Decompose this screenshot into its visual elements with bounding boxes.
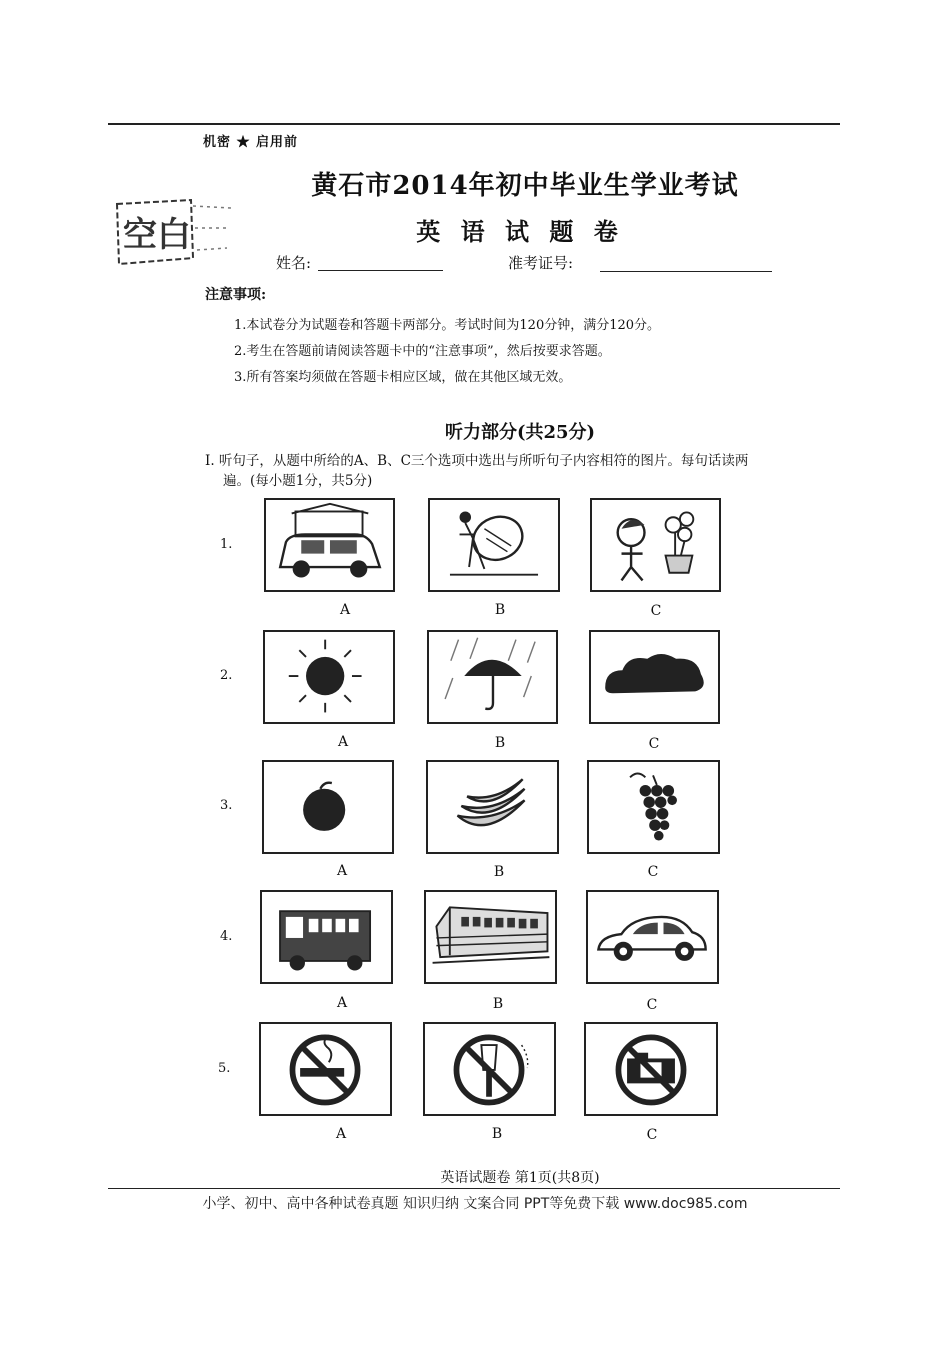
- option-letter: B: [493, 864, 505, 880]
- bus-icon[interactable]: [260, 890, 393, 984]
- option-letter: A: [336, 995, 348, 1011]
- question-number: 5.: [218, 1061, 231, 1076]
- exam-id-field[interactable]: [600, 271, 772, 272]
- exam-title: 黄石市2014年初中毕业生学业考试: [311, 171, 739, 201]
- instruction-line-1: I. 听句子，从题中所给的A、B、C三个选项中选出与所听句子内容相符的图片。每句话读两: [205, 453, 749, 469]
- name-field[interactable]: [318, 270, 443, 271]
- option-letter: B: [492, 996, 504, 1012]
- option-letter: C: [646, 1127, 658, 1143]
- question-number: 2.: [220, 668, 233, 683]
- instruction-line-2: 遍。(每小题1分，共5分): [223, 473, 373, 489]
- option-letter: B: [491, 1126, 503, 1142]
- option-letter: C: [650, 603, 662, 619]
- svg-text:空白: 空白: [123, 215, 191, 255]
- option-letter: A: [336, 863, 348, 879]
- secret-label: 机密 ★ 启用前: [203, 135, 299, 150]
- note-item: 3.所有答案均须做在答题卡相应区域，做在其他区域无效。: [234, 370, 572, 385]
- car-icon[interactable]: [586, 890, 719, 984]
- exam-id-label: 准考证号:: [508, 254, 574, 272]
- top-rule: [108, 123, 840, 125]
- no-smoking-sign-icon[interactable]: [259, 1022, 392, 1116]
- grapes-icon[interactable]: [587, 760, 720, 854]
- listening-section-title: 听力部分(共25分): [444, 422, 596, 443]
- option-letter: B: [494, 602, 506, 618]
- notes-heading: 注意事项:: [205, 287, 267, 303]
- person-reading-book-icon[interactable]: [428, 498, 560, 592]
- no-camera-sign-icon[interactable]: [584, 1022, 718, 1116]
- umbrella-rain-icon[interactable]: [427, 630, 558, 724]
- question-number: 1.: [220, 537, 233, 552]
- option-letter: C: [648, 736, 660, 752]
- note-item: 1.本试卷分为试题卷和答题卡两部分。考试时间为120分钟，满分120分。: [234, 318, 661, 333]
- car-with-house-icon[interactable]: [264, 498, 395, 592]
- exam-subtitle: 英 语 试 题 卷: [416, 217, 624, 246]
- bananas-icon[interactable]: [426, 760, 559, 854]
- orange-icon[interactable]: [262, 760, 394, 854]
- option-letter: C: [647, 864, 659, 880]
- download-banner: 小学、初中、高中各种试卷真题 知识归纳 文案合同 PPT等免费下载 www.doc985.com: [202, 1196, 748, 1212]
- question-number: 4.: [220, 929, 233, 944]
- cloud-icon[interactable]: [589, 630, 720, 724]
- question-number: 3.: [220, 798, 233, 813]
- page-number-label: 英语试题卷 第1页(共8页): [440, 1170, 600, 1186]
- option-letter: A: [337, 734, 349, 750]
- person-with-flowers-icon[interactable]: [590, 498, 721, 592]
- note-item: 2.考生在答题前请阅读答题卡中的“注意事项”，然后按要求答题。: [234, 344, 611, 359]
- sun-icon[interactable]: [263, 630, 395, 724]
- option-letter: B: [494, 735, 506, 751]
- no-ice-cream-sign-icon[interactable]: [423, 1022, 556, 1116]
- option-letter: A: [339, 602, 351, 618]
- name-label: 姓名:: [276, 254, 312, 272]
- option-letter: A: [335, 1126, 347, 1142]
- bottom-rule: [108, 1188, 840, 1189]
- train-icon[interactable]: [424, 890, 557, 984]
- option-letter: C: [646, 997, 658, 1013]
